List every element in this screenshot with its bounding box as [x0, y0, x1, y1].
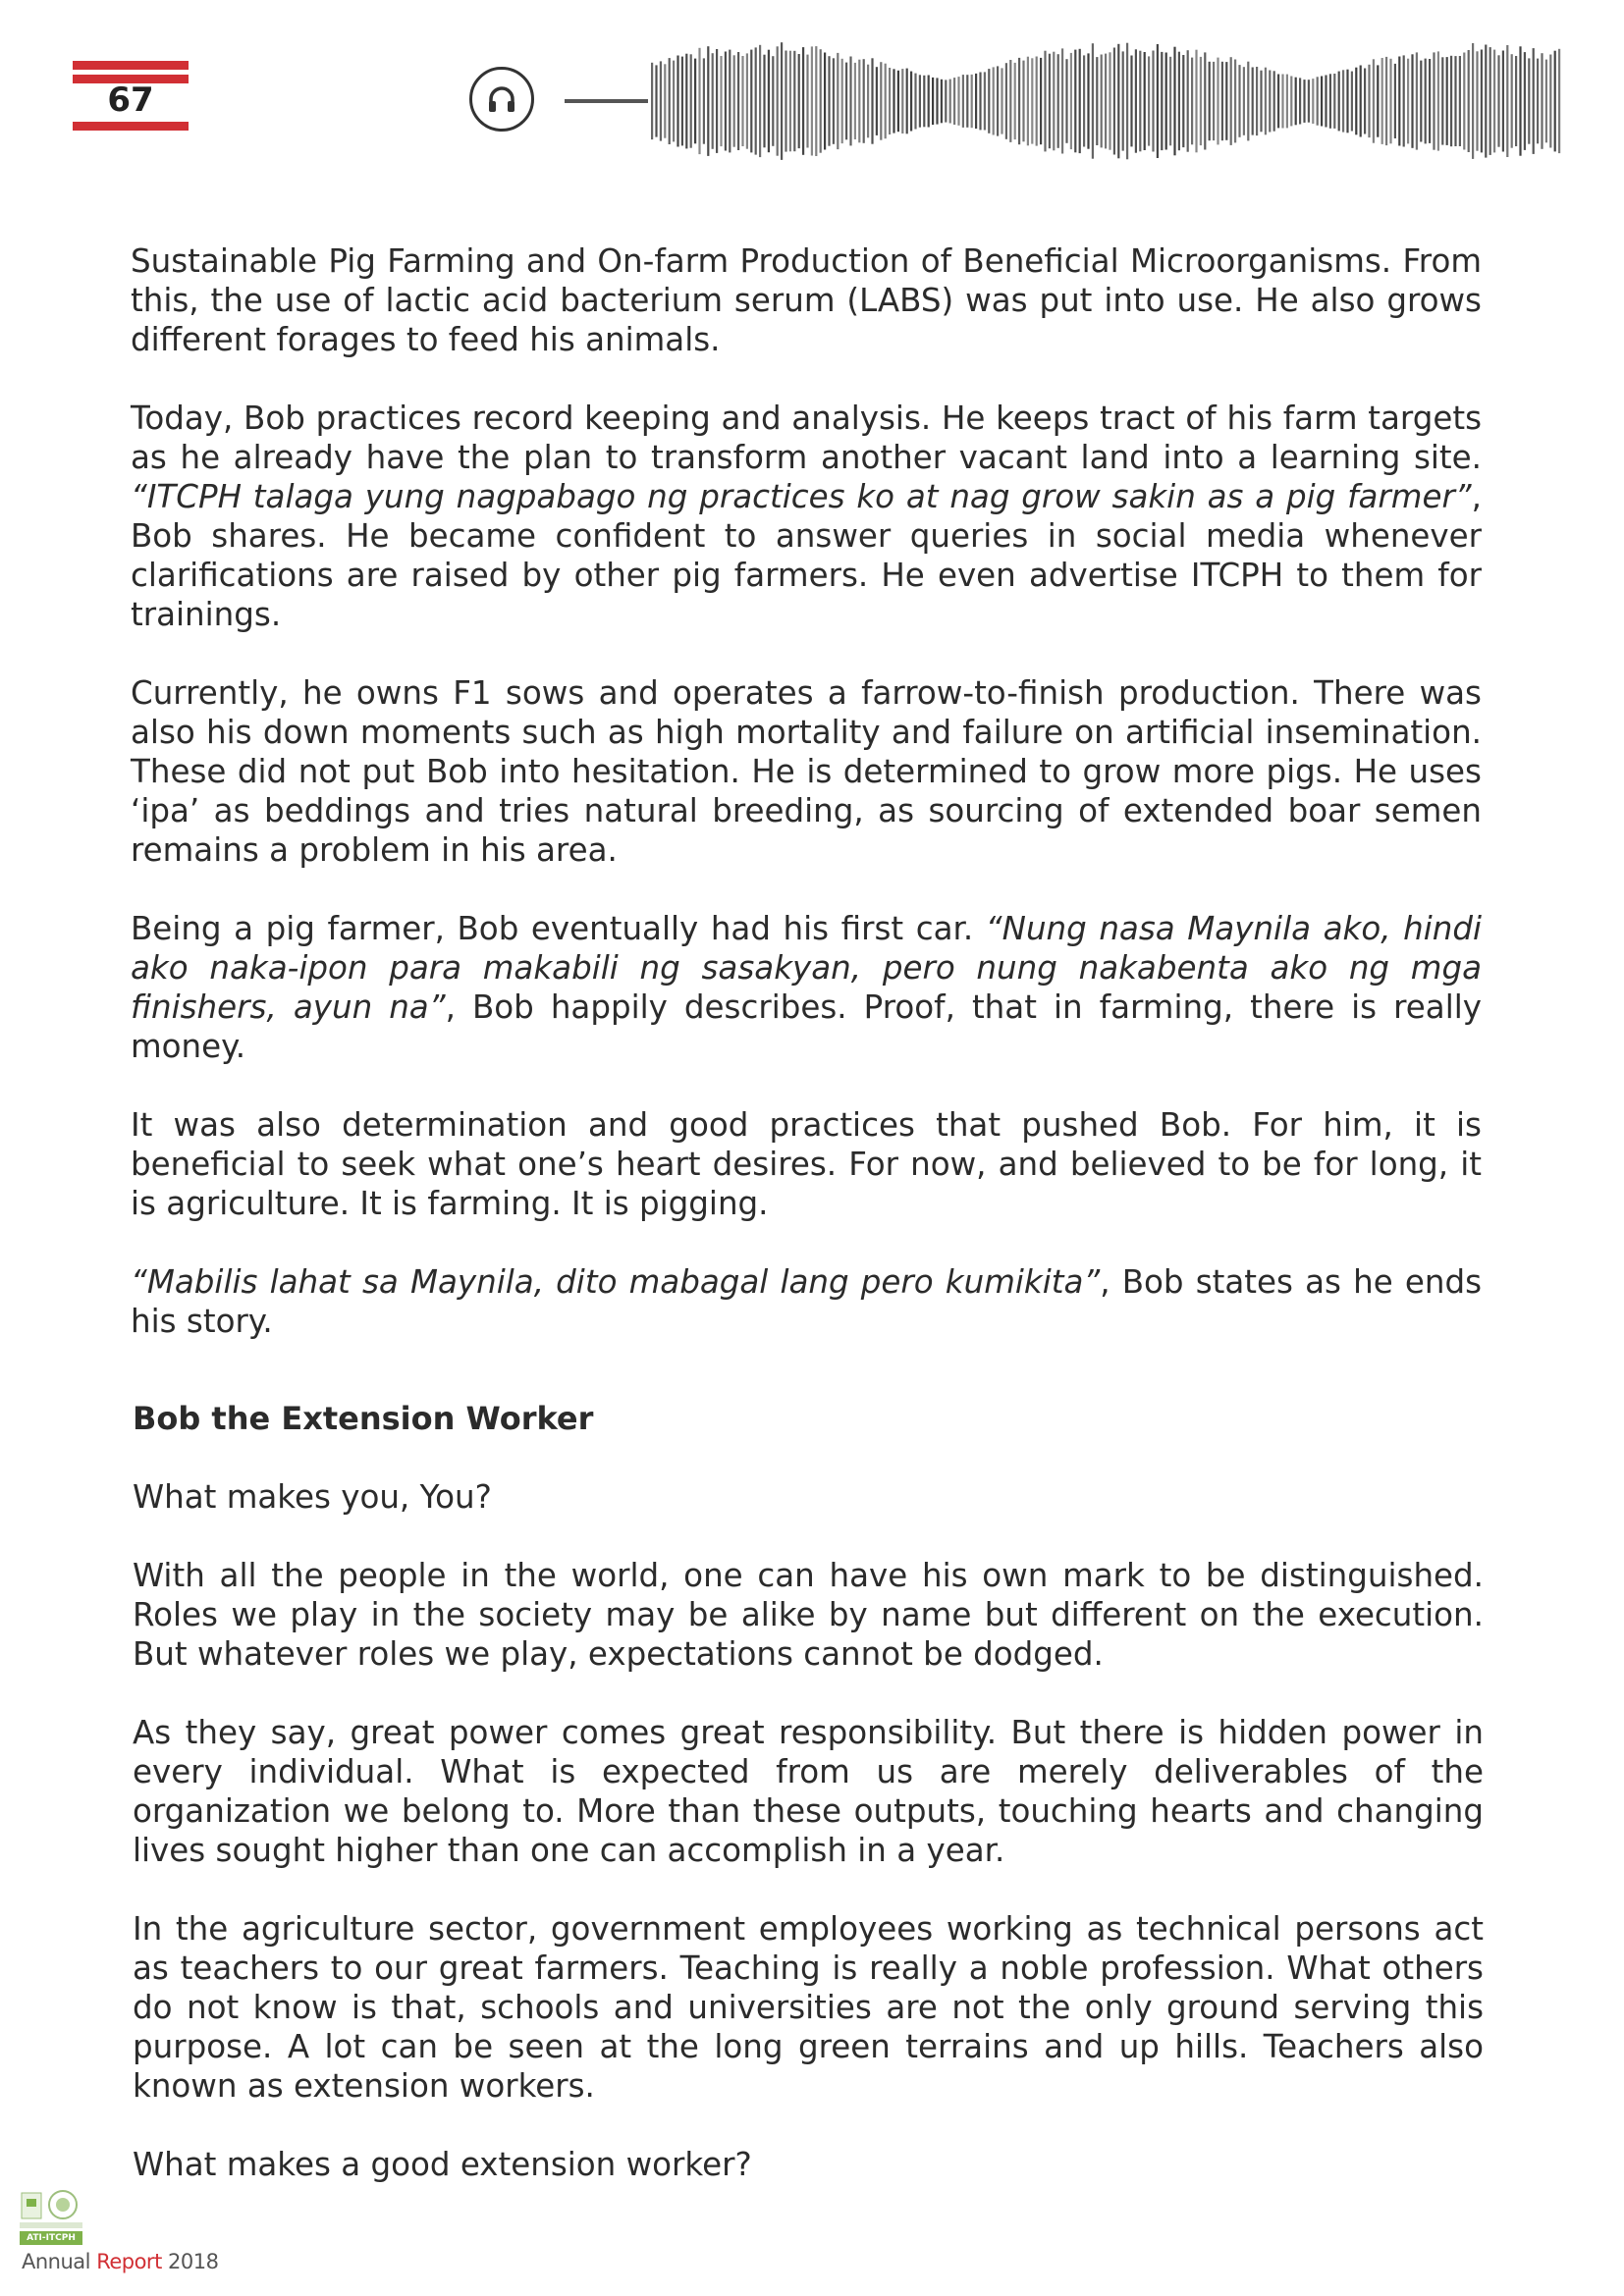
waveform-bar — [1040, 58, 1042, 144]
section-extension-worker — [133, 1399, 1484, 2223]
headphones-icon — [485, 82, 518, 116]
waveform-bar — [1286, 75, 1288, 129]
waveform-bar — [669, 58, 671, 144]
waveform-bar — [867, 65, 869, 138]
waveform-bar — [1070, 53, 1072, 149]
waveform-bar — [1126, 43, 1128, 160]
paragraph: Being a pig farmer, Bob eventually had his first car. “Nung nasa Maynila ako, hindi ako naka-ipon para makabili ng sasakyan, pero nung nakabenta ako ng mga finishers, ayun na”, Bob happily describes. Proof, that in farming, there is really money. — [131, 910, 1482, 1065]
waveform-bar — [1381, 58, 1383, 144]
waveform-bar — [906, 69, 908, 134]
paragraph: It was also determination and good practices that pushed Bob. For him, it is beneficial to seek what one’s heart desires. For now, and believed to be for long, it is agriculture. It is farming. It is pigging. — [131, 1106, 1482, 1222]
waveform-bar — [1502, 51, 1504, 152]
waveform-bar — [1295, 78, 1297, 126]
waveform-bar — [694, 59, 696, 144]
waveform-bar — [1074, 50, 1076, 153]
waveform-bar — [1398, 57, 1400, 146]
waveform-bar — [910, 72, 912, 132]
waveform-bar — [712, 53, 714, 149]
waveform-bar — [677, 56, 678, 147]
waveform-bar — [1489, 47, 1491, 155]
waveform-bar — [1558, 49, 1560, 153]
waveform-bar — [858, 60, 860, 143]
waveform-bar — [932, 78, 934, 125]
waveform-bar — [811, 46, 813, 155]
waveform-bar — [1450, 56, 1452, 146]
waveform-bar — [746, 53, 748, 148]
waveform-bar — [1441, 57, 1443, 144]
waveform-bar — [1497, 55, 1499, 146]
waveform-bar — [1148, 56, 1150, 145]
waveform-bar — [1044, 51, 1046, 152]
quote: “Nung nasa Maynila ako, hindi ako naka-ipon para makabili ng sasakyan, pero nung nakabenta ako ng mga finishers, ayun na” — [131, 910, 1482, 1026]
waveform-bar — [1394, 64, 1396, 138]
waveform-bar — [1113, 48, 1115, 155]
waveform-bar — [1437, 51, 1439, 150]
paragraph: As they say, great power comes great responsibility. But there is hidden power in every individual. What is expected from us are merely deliverables of the organization we belong to. More than these outputs, touching hearts and changing lives sought higher than one can accomplish in a year. — [133, 1714, 1484, 1869]
waveform-bar — [971, 75, 973, 128]
waveform-bar — [824, 53, 826, 150]
waveform-bar — [876, 67, 878, 135]
waveform-bar — [1187, 50, 1189, 152]
waveform-bar — [919, 75, 921, 127]
page-number: 67 — [107, 80, 154, 120]
waveform-bar — [1161, 52, 1163, 150]
waveform-bar — [1407, 59, 1409, 144]
waveform-bar — [1144, 52, 1146, 150]
waveform-bar — [785, 51, 786, 152]
waveform-bar — [1338, 72, 1340, 132]
badge-bar-bottom — [73, 122, 189, 131]
waveform-bar — [1454, 56, 1456, 146]
waveform-bar — [1105, 54, 1107, 149]
waveform-bar — [1065, 59, 1067, 143]
waveform-bar — [1373, 59, 1375, 142]
waveform-bar — [1446, 57, 1448, 145]
waveform-bar — [737, 52, 739, 150]
waveform-bar — [1468, 50, 1470, 152]
waveform-bar — [1481, 50, 1483, 153]
waveform-bar — [1290, 77, 1292, 127]
waveform-bar — [716, 49, 718, 153]
waveform-bar — [897, 71, 899, 132]
waveform-bar — [1269, 71, 1271, 133]
waveform-bar — [815, 46, 817, 156]
waveform-bar — [1001, 68, 1002, 133]
waveform-bar — [1061, 48, 1063, 153]
waveform-bar — [1195, 50, 1197, 153]
waveform-bar — [1554, 51, 1556, 152]
waveform-bar — [1238, 65, 1240, 137]
waveform-bar — [1303, 80, 1305, 123]
waveform-bar — [777, 46, 779, 155]
waveform-bar — [1485, 45, 1487, 158]
waveform-bar — [720, 56, 722, 146]
waveform-bar — [1014, 63, 1016, 139]
logo-tag: ATI-ITCPH — [20, 2231, 82, 2245]
waveform-bar — [1377, 65, 1379, 136]
waveform-bar — [1403, 55, 1405, 146]
waveform-bar — [1027, 57, 1029, 146]
waveform-bar — [1425, 59, 1427, 144]
waveform-bar — [1360, 66, 1362, 137]
waveform-bar — [1109, 52, 1110, 149]
waveform-bar — [1364, 69, 1366, 134]
waveform-bar — [1281, 75, 1283, 129]
waveform-bar — [1083, 55, 1085, 146]
waveform-bar — [763, 55, 765, 148]
waveform-bar — [1243, 67, 1245, 135]
waveform-bar — [984, 72, 986, 130]
waveform-bar — [1191, 58, 1193, 145]
waveform-bar — [1317, 77, 1319, 125]
waveform-bar — [1463, 53, 1465, 150]
waveform-bar — [1204, 52, 1206, 149]
waveform-bar — [928, 76, 930, 128]
waveform-bar — [893, 69, 894, 133]
waveform-bar — [1225, 62, 1227, 140]
logo-emblem-icon — [20, 2187, 82, 2230]
waveform-bar — [1416, 52, 1418, 149]
waveform-bar — [1234, 60, 1236, 143]
waveform-bar — [993, 67, 995, 134]
waveform-bar — [673, 61, 675, 142]
waveform-bar — [660, 61, 662, 140]
waveform-bar — [1031, 58, 1033, 143]
waveform-bar — [1333, 74, 1335, 129]
waveform-bar — [1277, 75, 1279, 129]
waveform-bar — [1545, 60, 1547, 143]
waveform-bar — [1096, 57, 1098, 145]
waveform-bar — [1079, 49, 1081, 153]
waveform-bar — [1092, 43, 1094, 159]
waveform-bar — [1165, 53, 1167, 150]
waveform-bar — [1135, 49, 1137, 152]
audio-waveform[interactable] — [565, 29, 1566, 167]
waveform-bar — [1018, 58, 1020, 144]
waveform-bar — [1321, 77, 1323, 127]
waveform-bar — [1537, 59, 1539, 144]
waveform-bar — [1541, 53, 1543, 149]
waveform-bar — [979, 73, 981, 131]
waveform-bar — [1355, 68, 1357, 135]
waveform-bar — [1385, 57, 1387, 145]
waveform-bar — [698, 48, 700, 154]
waveform-bar — [1389, 59, 1391, 144]
waveform-bar — [703, 58, 705, 143]
waveform-bar — [820, 49, 822, 153]
waveform-bar — [945, 80, 947, 122]
waveform-bar — [1260, 71, 1262, 133]
waveform-bar — [772, 56, 774, 146]
waveform-bar — [741, 56, 743, 146]
waveform-bar — [1524, 52, 1526, 150]
waveform-bar — [1057, 54, 1059, 148]
waveform-bar — [901, 69, 903, 133]
waveform-bar — [729, 50, 731, 153]
waveform-bar — [1169, 57, 1171, 146]
waveform-bar — [1252, 68, 1254, 135]
waveform-bar — [962, 75, 964, 128]
waveform-bar — [966, 75, 968, 128]
waveform-bar — [664, 64, 666, 137]
waveform-bar — [690, 54, 692, 147]
waveform-bar — [828, 56, 830, 146]
waveform-bar — [802, 47, 804, 155]
waveform-bar — [1411, 54, 1413, 148]
waveform-bar — [1511, 54, 1513, 148]
waveform-bar — [1506, 45, 1508, 157]
waveform-bar — [1122, 51, 1124, 150]
paragraph: What makes a good extension worker? — [133, 2146, 752, 2183]
waveform-bar — [1528, 58, 1530, 143]
quote: “ITCPH talaga yung nagpabago ng practices ko at nag grow sakin as a pig farmer” — [131, 478, 1472, 515]
waveform-bar — [1549, 55, 1551, 148]
waveform-bar — [849, 57, 851, 146]
waveform-bar — [1200, 57, 1202, 145]
waveform-bar — [863, 59, 865, 143]
waveform-bar — [781, 42, 783, 160]
waveform-bar — [1346, 70, 1348, 133]
waveform-bar — [1493, 50, 1495, 153]
paragraph: Today, Bob practices record keeping and analysis. He keeps tract of his farm targets as he already have the plan to transform another vacant land into a learning site. “ITCPH talaga yung nagpabago ng practices ko at nag grow sakin as a pig farmer”, Bob shares. He became confident to answer queries in social media whenever clarifications are raised by other pig farmers. He even advertise ITCPH to them for trainings. — [131, 400, 1482, 633]
waveform-bar — [798, 54, 800, 148]
paragraph: With all the people in the world, one can have his own mark to be distinguished. Roles we play in the society may be alike by name but different on the execution. But whatever roles we play, expectations cannot be dodged. — [133, 1557, 1484, 1673]
waveform-bar — [1221, 62, 1223, 140]
waveform-bar — [1342, 70, 1344, 132]
waveform-bar — [953, 78, 955, 125]
waveform-bar — [1420, 61, 1422, 142]
waveform-bar — [1273, 71, 1275, 131]
waveform-bar — [1351, 72, 1353, 132]
waveform-bar — [1101, 55, 1103, 148]
ati-itcph-logo — [20, 2187, 88, 2248]
waveform-bar — [685, 54, 687, 149]
waveform-bar — [1247, 62, 1249, 141]
waveform-bar — [1209, 62, 1211, 140]
waveform-bar — [1299, 78, 1301, 124]
annual-report-label: Annual Report 2018 — [22, 2250, 219, 2273]
waveform-bar — [1472, 43, 1474, 159]
waveform-bar — [1459, 56, 1461, 146]
waveform-bar — [988, 69, 990, 133]
waveform-bar — [1368, 65, 1370, 137]
waveform-bar — [651, 63, 653, 139]
waveform-bar — [681, 57, 683, 146]
waveform-bar — [871, 58, 873, 143]
badge-bar-top — [73, 61, 189, 70]
waveform-bar — [854, 63, 856, 139]
waveform-bar — [936, 78, 938, 124]
waveform-bar — [1005, 63, 1007, 139]
section-heading: Bob the Extension Worker — [133, 1400, 594, 1437]
waveform-bar — [1178, 52, 1180, 151]
waveform-bar — [889, 68, 891, 134]
waveform-bar — [975, 74, 977, 129]
waveform-bar — [1308, 80, 1310, 123]
waveform-bar — [949, 80, 951, 124]
paragraph: Sustainable Pig Farming and On-farm Production of Beneficial Microorganisms. From this, the use of lactic acid bacterium serum (LABS) was put into use. He also grows different forages to feed his animals. — [131, 242, 1482, 358]
waveform-bar — [1265, 68, 1267, 135]
paragraph: In the agriculture sector, government employees working as technical persons act as teachers to our great farmers. Teaching is really a noble profession. What others do not know is that, schools and universities are not the only ground serving this purpose. A lot can be seen at the long green terrains and up hills. Teachers also known as extension workers. — [133, 1910, 1484, 2105]
waveform-bar — [725, 52, 727, 151]
waveform-bar — [1117, 44, 1119, 159]
waveform-bar — [1213, 62, 1215, 140]
page-number-badge — [73, 61, 189, 130]
waveform-bar — [1139, 51, 1141, 152]
waveform-bar — [1009, 60, 1011, 142]
paragraph: “Mabilis lahat sa Maynila, dito mabagal lang pero kumikita”, Bob states as he ends his story. — [131, 1263, 1483, 1340]
waveform-bar — [1476, 51, 1478, 150]
waveform-bar — [755, 47, 757, 154]
audio-play-button[interactable] — [469, 67, 534, 132]
waveform-bar — [1087, 53, 1089, 148]
waveform-bar — [1515, 56, 1517, 146]
waveform-bar — [1433, 52, 1435, 149]
waveform-bar — [923, 76, 925, 128]
waveform-bar — [793, 51, 795, 151]
waveform-bar — [707, 46, 709, 156]
waveform-bar — [733, 55, 735, 146]
waveform-bar — [997, 66, 999, 135]
waveform-bar — [1519, 46, 1521, 155]
waveform-bar — [1329, 74, 1331, 129]
waveform-bar — [1312, 79, 1314, 124]
waveform-bar — [789, 51, 791, 152]
waveform-bar — [1022, 61, 1024, 142]
waveform-bar — [768, 50, 770, 153]
paragraph: What makes you, You? — [133, 1478, 492, 1516]
waveform-bar — [759, 45, 761, 157]
waveform-bar — [1256, 67, 1258, 135]
waveform-bar — [1130, 56, 1132, 147]
quote: “Mabilis lahat sa Maynila, dito mabagal lang pero kumikita” — [131, 1263, 1101, 1301]
waveform-bar — [1036, 57, 1038, 146]
waveform-bar — [1182, 55, 1184, 147]
article-body — [131, 241, 1482, 1380]
waveform-bar — [750, 50, 752, 153]
waveform-bar — [914, 74, 916, 130]
waveform-bar — [957, 77, 959, 126]
waveform-bar — [655, 65, 657, 136]
paragraph: Currently, he owns F1 sows and operates a farrow-to-finish production. There was also his down moments such as high mortality and failure on artificial insemination. These did not put Bob into hesitation. He is determined to grow more pigs. He uses ‘ipa’ as beddings and tries natural breeding, as sourcing of extended boar semen remains a problem in his area. — [131, 674, 1482, 869]
waveform-bar — [837, 53, 839, 149]
waveform-bar — [880, 62, 882, 140]
waveform-bar — [833, 58, 835, 144]
waveform-bar — [1217, 58, 1218, 145]
waveform-bar — [885, 64, 887, 139]
waveform-bar — [941, 80, 943, 124]
waveform-bar — [1429, 59, 1431, 143]
waveform-bar — [1533, 48, 1535, 154]
waveform-bar — [1152, 51, 1154, 152]
waveform-bar — [1325, 76, 1326, 128]
waveform-bar — [845, 63, 847, 140]
waveform-bar — [806, 55, 808, 148]
waveform-bar — [841, 59, 843, 143]
waveform-bar — [1049, 54, 1051, 149]
waveform-bar — [1157, 44, 1159, 158]
waveform-bar — [1053, 52, 1055, 151]
waveform-bar — [1230, 57, 1232, 145]
waveform-bar — [1173, 47, 1175, 156]
